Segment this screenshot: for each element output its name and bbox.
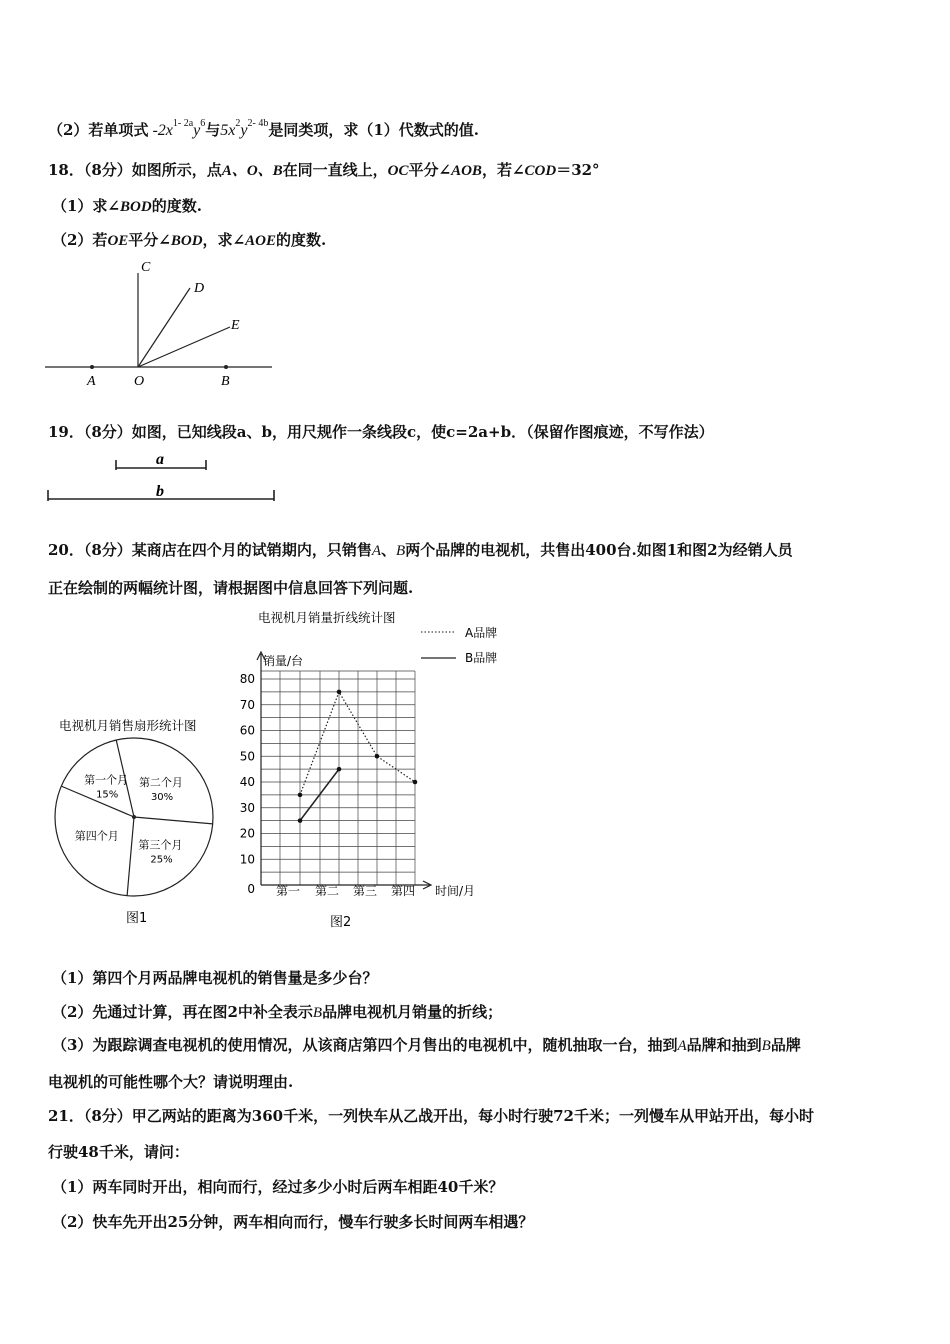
q19-segments-figure xyxy=(44,448,284,508)
q21-p2-text: （2）快车先开出25分钟，两车相向而行，慢车行驶多长时间两车相遇？ xyxy=(52,1213,534,1231)
q18-stem-b: 在同一直线上， xyxy=(282,161,388,179)
q18-p2-bod: BOD xyxy=(170,233,203,249)
monomial-1-exp-y: 6 xyxy=(200,118,206,129)
x-tick-4: 第四 xyxy=(390,884,416,898)
q20-line2: 正在绘制的两幅统计图，请根据图中信息回答下列问题. xyxy=(48,579,414,597)
pie-slice-percent-2: 30% xyxy=(150,791,174,803)
q18-p1-b: 的度数. xyxy=(151,197,202,215)
pie-slice-name-4: 第四个月 xyxy=(74,829,119,843)
q18-p2-b: 平分∠ xyxy=(128,231,171,249)
legend xyxy=(421,625,497,665)
q20-line1-a: 20．（8分）某商店在四个月的试销期内，只销售 xyxy=(48,541,372,559)
q18-angle-aob: AOB xyxy=(451,163,482,179)
label-c: C xyxy=(141,260,151,275)
q18-points: A、O、B xyxy=(221,163,283,179)
label-seg-a: a xyxy=(156,451,164,468)
series-a-point-1 xyxy=(298,793,303,798)
point-b xyxy=(224,365,228,369)
y-tick-40: 40 xyxy=(239,775,255,789)
x-tick-3: 第三 xyxy=(352,884,378,898)
series-b-point-1 xyxy=(298,818,303,823)
legend-b-label: B品牌 xyxy=(465,651,498,665)
pie-title: 电视机月销售扇形统计图 xyxy=(59,718,197,733)
q20-p3-line2: 电视机的可能性哪个大？请说明理由. xyxy=(48,1073,294,1091)
q20-p3-b: 品牌和抽到 xyxy=(686,1036,762,1054)
series-a-point-3 xyxy=(375,754,380,759)
q21-part2 xyxy=(52,1212,533,1232)
q19-stem xyxy=(48,422,714,442)
chart-grid xyxy=(261,671,415,885)
pie-caption: 图1 xyxy=(126,911,148,926)
q18-p2-d: 的度数. xyxy=(275,231,327,249)
q18-stem-c: 平分∠ xyxy=(408,161,452,179)
q21-p1-text: （1）两车同时开出，相向而行，经过多少小时后两车相距40千米？ xyxy=(52,1178,504,1196)
q20-p3-brand-a: A xyxy=(677,1038,687,1054)
q21-part1 xyxy=(52,1177,503,1197)
q18-angle-cod: COD xyxy=(524,163,557,179)
q21-line1: 21．（8分）甲乙两站的距离为360千米，一列快车从乙战开出，每小时行驶72千米；一列慢车从甲站开出，每小时 xyxy=(48,1107,815,1125)
monomial-2-exp-y: 2- 4b xyxy=(247,118,269,129)
label-o: O xyxy=(134,374,145,389)
q20-stem-line2 xyxy=(48,578,413,598)
pie-slice-percent-1: 15% xyxy=(96,789,119,801)
monomial-1-sign: - xyxy=(152,122,158,139)
monomial-2-exp-x: 2 xyxy=(235,118,241,129)
q21-stem-line1 xyxy=(48,1106,814,1126)
label-e: E xyxy=(231,318,240,333)
x-tick-2: 第二 xyxy=(314,884,340,898)
q18-p2-c: ，求∠ xyxy=(202,231,246,249)
q20-brand-a: A xyxy=(371,543,381,559)
series-a-point-2 xyxy=(337,690,342,695)
q17-joiner: 与 xyxy=(205,121,221,139)
q20-part1 xyxy=(52,968,377,988)
monomial-2-var-x: x xyxy=(228,122,236,139)
pie-slice-name-2: 第二个月 xyxy=(138,775,183,789)
q20-p2-a: （2）先通过计算，再在图2中补全表示 xyxy=(52,1003,313,1021)
q18-p1-bod: BOD xyxy=(120,199,152,215)
y-tick-10: 10 xyxy=(239,852,255,867)
monomial-1-exp-x: 1- 2a xyxy=(172,118,194,129)
q18-stem-e: ＝32° xyxy=(556,161,600,179)
q20-p3-brand-b: B xyxy=(761,1038,771,1054)
q18-p2-a: （2）若 xyxy=(52,231,108,249)
q20-p3-c: 品牌 xyxy=(770,1036,801,1054)
origin-label: 0 xyxy=(247,882,255,896)
pie-slice-name-1: 第一个月 xyxy=(84,773,129,787)
label-a: A xyxy=(87,374,96,389)
q21-line2: 行驶48千米，请问： xyxy=(48,1143,189,1161)
q20-part3 xyxy=(52,1035,801,1056)
q20-p3-a: （3）为跟踪调查电视机的使用情况，从该商店第四个月售出的电视机中，随机抽取一台，抽到 xyxy=(52,1036,678,1054)
q17-part2 xyxy=(48,114,479,141)
x-tick-1: 第一 xyxy=(275,884,301,898)
y-tick-60: 60 xyxy=(239,723,255,738)
series-b-point-2 xyxy=(337,767,342,772)
monomial-2 xyxy=(220,118,269,139)
y-axis-label: 销量/台 xyxy=(263,654,304,668)
pie-slices xyxy=(55,738,213,896)
label-b: B xyxy=(221,374,230,389)
monomial-2-var-y: y xyxy=(240,122,248,139)
q20-p2-b: 品牌电视机月销量的折线； xyxy=(322,1003,503,1021)
series-a-point-4 xyxy=(413,780,418,785)
label-seg-b: b xyxy=(156,483,164,500)
q21-stem-line2 xyxy=(48,1142,189,1162)
line-chart-title: 电视机月销量折线统计图 xyxy=(258,610,396,625)
q20-line1-b: 两个品牌的电视机，共售出400台.如图1和图2为经销人员 xyxy=(405,541,793,559)
q18-part1 xyxy=(52,196,202,217)
y-tick-20: 20 xyxy=(239,826,255,841)
q18-p2-aoe: AOE xyxy=(245,233,276,249)
monomial-1 xyxy=(148,118,206,139)
q20-brand-b: B xyxy=(396,543,406,559)
q18-p2-oe: OE xyxy=(107,233,129,249)
monomial-1-var-x: x xyxy=(165,122,173,139)
q20-sep: 、 xyxy=(381,541,397,559)
q18-angle-figure xyxy=(40,255,280,395)
q18-part2 xyxy=(52,230,326,251)
pie-center xyxy=(132,815,136,819)
chart-axes xyxy=(240,652,475,898)
x-axis-label: 时间/月 xyxy=(435,884,476,898)
q20-part3-line2 xyxy=(48,1072,293,1092)
pie-divider-2 xyxy=(134,817,213,824)
line-chart xyxy=(228,604,528,934)
y-tick-30: 30 xyxy=(239,800,255,815)
label-d: D xyxy=(194,281,205,296)
pie-chart xyxy=(50,710,230,935)
q19-text: 19．（8分）如图，已知线段a、b，用尺规作一条线段c，使c=2a+b．（保留作图痕迹，不写作法） xyxy=(48,423,714,441)
pie-slice-percent-3: 25% xyxy=(150,854,173,866)
monomial-1-var-y: y xyxy=(193,122,201,139)
legend-a-label: A品牌 xyxy=(465,626,498,640)
point-a xyxy=(90,365,94,369)
q18-stem-a: 18．（8分）如图所示，点 xyxy=(48,161,222,179)
y-tick-50: 50 xyxy=(239,749,255,764)
monomial-1-coef: 2 xyxy=(157,122,166,139)
q18-stem xyxy=(48,160,600,181)
monomial-2-coef: 5 xyxy=(220,122,229,139)
q17-prefix: （2）若单项式 xyxy=(48,121,149,139)
pie-slice-name-3: 第三个月 xyxy=(138,838,183,852)
q18-p1-a: （1）求∠ xyxy=(52,197,121,215)
y-tick-80: 80 xyxy=(239,672,255,686)
q20-p1-text: （1）第四个月两品牌电视机的销售量是多少台？ xyxy=(52,969,378,987)
q20-part2 xyxy=(52,1002,502,1023)
q18-ray-oc: OC xyxy=(387,163,409,179)
q20-p2-brand: B xyxy=(312,1005,323,1021)
pie-divider-3 xyxy=(127,817,134,896)
line-chart-caption: 图2 xyxy=(330,915,352,930)
y-tick-70: 70 xyxy=(239,697,255,712)
q17-suffix: 是同类项，求（1）代数式的值. xyxy=(268,121,480,139)
q18-stem-d: ，若∠ xyxy=(481,161,525,179)
q20-stem-line1 xyxy=(48,540,793,561)
